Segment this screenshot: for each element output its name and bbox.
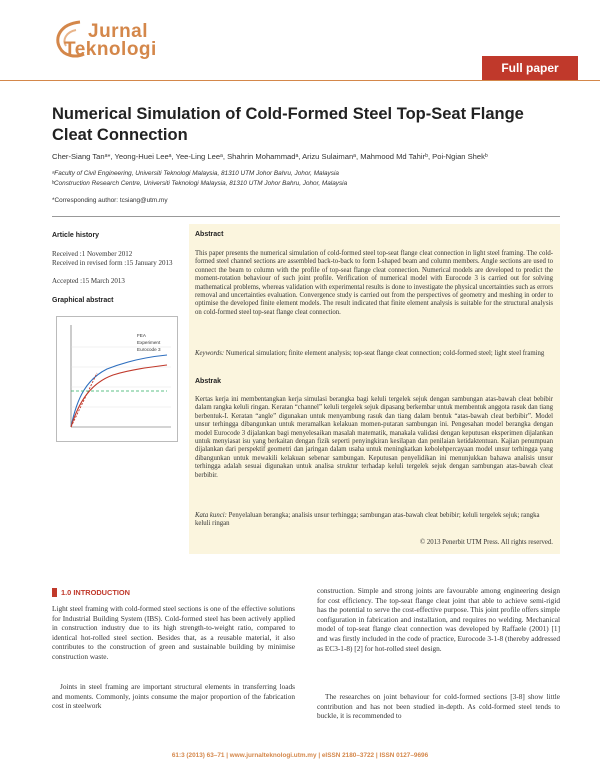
abstrak-heading: Abstrak (195, 378, 222, 385)
copyright-notice: © 2013 Penerbit UTM Press. All rights reserved. (420, 539, 553, 546)
moment-rotation-plot (57, 317, 177, 441)
graphical-abstract-figure (56, 316, 178, 442)
paper-title: Numerical Simulation of Cold-Formed Steel Top-Seat Flange Cleat Connection (52, 105, 524, 144)
full-paper-badge: Full paper (482, 56, 578, 80)
legend-eurocode: Eurocode 3 (137, 347, 161, 352)
author-list: Cher-Siang Tanᵃ*, Yeong-Huei Leeᵃ, Yee-Ling Leeᵃ, Shahrin Mohammadᵃ, Arizu Sulaimanᵃ, Mahmood Md Tahirᵇ, Poi-Ngian Shekᵇ (52, 152, 488, 161)
accepted-date: Accepted :15 March 2013 (52, 277, 125, 285)
revised-date: Received in revised form :15 January 2013 (52, 259, 173, 267)
affiliation-a: ᵃFaculty of Civil Engineering, Universiti Teknologi Malaysia, 81310 UTM Johor Bahru, Johor, Malaysia (52, 170, 339, 177)
title-divider (52, 216, 560, 217)
legend-experiment: Experiment (137, 340, 161, 345)
intro-left-paragraph-1: Light steel framing with cold-formed steel sections is one of the effective solutions for Industrial Building System (IBS). Cold-formed steel has been actively applied in construction industry due to its high strength-to-weight ratio, compared to identical hot-rolled steel section. Besides that, as a reusable material, it also contributes to the construction of green and sustainable building by minimise construction waste. (52, 604, 295, 661)
abstract-text: This paper presents the numerical simulation of cold-formed steel top-seat flange cleat connection in light steel framing. The cold-formed steel channel sections are assembled back-to-back to form I-shaped beam and column members. Angle sections are used to connect the beam to column with the profile of top-seat flange cleat connection. Numerical models are developed to predict the moment-rotation behaviour of such joint profile. Verification of numerical model with Eurocode 3 is carried out for solving mathematical problems, whereas validation with experimental results is done to investigate the physical uncertainties such as errors removal and uncertainties evaluation. Convergence study is carried out from the perspectives of geometry and meshing in order to optimise the developed finite element models. The result indicated that finite element analysis is suitable for the structural analysis on cold-formed steel top-seat flange cleat connection. (195, 250, 553, 316)
abstract-heading: Abstract (195, 231, 224, 238)
legend-fea: FEA (137, 333, 146, 338)
keywords-label: Keywords: (195, 350, 225, 357)
abstrak-text: Kertas kerja ini membentangkan kerja simulasi berangka bagi keluli tergelek sejuk dengan sambungan atas-bawah cleat bebibir dalam rangka keluli ringan. Keratan “channel” keluli tergelek sejuk dipasang berkembar untuk membentuk anggota rasuk dan tiang berbentuk-I. Keratan “angle” digunakan untuk menyambung rasuk dan tiang dalam bentuk “atas-bawah cleat berbibir”. Model unsur terhingga dibangunkan untuk meramalkan kelakuan momen-putaran sambungan ini. Pengesahan model berangka dengan model Eurocode 3 dijalankan bagi menyelesaikan masalah matematik, manakala validasi dengan keputusan eksperimen dijalankan untuk menyiasat isu yang berkaitan dengan fizik seperti penyingkiran kesilapan dan penilaian ketidaktentuan. Kajian penumpuan dijalankan dari perspektif geometri dan jaringan dalam usaha untuk meningkatkan kebolehpercayaan model unsur terhingga yang dibangunkan untuk mewakili kelakuan sebenar sambungan. Keputusan penyelidikan ini menunjukkan bahawa analisis unsur terhingga adalah sesuai digunakan untuk analisa struktur terhadap keluli tergelek sejuk dengan sambungan atas-bawah cleat berbibir. (195, 396, 553, 479)
abstrak-keywords (195, 512, 553, 529)
affiliation-b: ᵇConstruction Research Centre, Universiti Teknologi Malaysia, 81310 UTM Johor Bahru, Johor, Malaysia (52, 180, 348, 187)
journal-logo-line2: Teknologi (64, 39, 157, 60)
abstract-keywords (195, 350, 553, 358)
intro-left-paragraph-2: Joints in steel framing are important structural elements in transferring loads and moments. Commonly, joints consume the major proportion of the fabrication cost in steelwork (52, 682, 295, 711)
kata-kunci-text: Penyelaluan berangka; analisis unsur terhingga; sambungan atas-bawah cleat bebibir; keluli tergelek sejuk; rangka keluli ringan (195, 512, 540, 528)
header-divider (0, 80, 600, 81)
graphical-abstract-heading: Graphical abstract (52, 297, 114, 304)
corresponding-author: *Corresponding author: tcsiang@utm.my (52, 197, 168, 204)
page-footer: 61:3 (2013) 63–71 | www.jurnalteknologi.utm.my | eISSN 2180–3722 | ISSN 0127–9696 (171, 752, 429, 759)
article-history-heading: Article history (52, 232, 100, 239)
introduction-heading: 1.0 INTRODUCTION (61, 588, 130, 597)
intro-right-paragraph-1: construction. Simple and strong joints are favourable among engineering design for cost efficiency. The top-seat flange cleat joint that able to achieve semi-rigid has the potential to serve the cost-effective purpose. This joint profile offers simple configuration in fabrication and installation, and requires no welding. Mechanical model of top-seat flange cleat connection was developed by Raffaele (2001) [1] and was firstly included in the code of practice, Eurocode 3-1-8 (thereby addressed as EC3-1-8) [2] for hot-rolled steel design. (317, 586, 560, 653)
journal-logo-line1: Jurnal (88, 21, 149, 42)
received-date: Received :1 November 2012 (52, 250, 133, 258)
section-marker (52, 588, 57, 597)
intro-right-paragraph-2: The researches on joint behaviour for cold-formed sections [3-8] show little contribution and has not been studied in-depth. As cold-formed steel tends to buckle, it is recommended to (317, 692, 560, 721)
keywords-text: Numerical simulation; finite element analysis; top-seat flange cleat connection; cold-formed steel; light steel framing (225, 350, 545, 357)
kata-kunci-label: Kata kunci: (195, 512, 227, 519)
